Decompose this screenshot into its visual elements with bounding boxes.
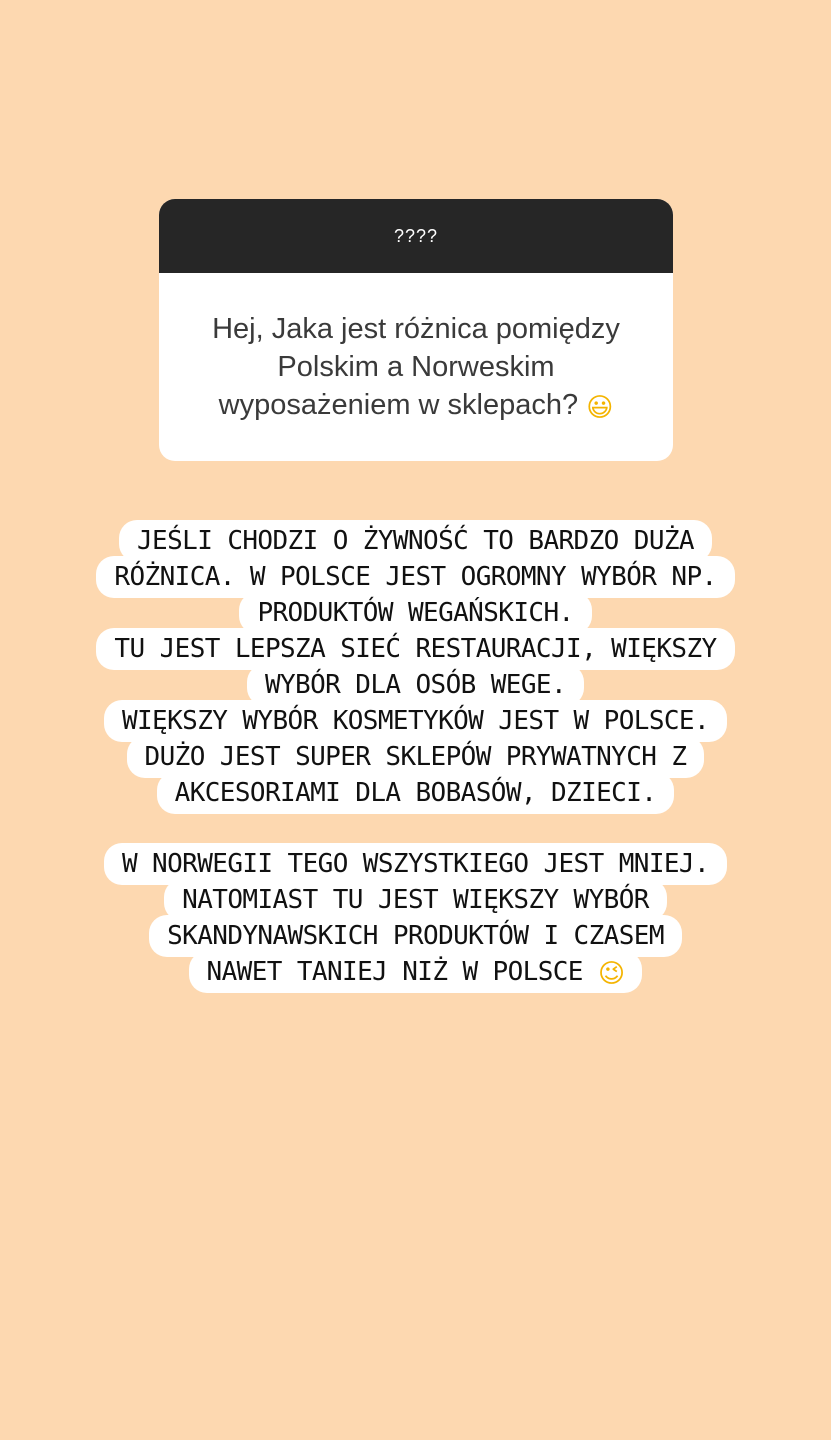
question-sticker-title: ???? [393,225,439,246]
question-line: Hej, Jaka jest różnica pomiędzy [212,313,620,345]
question-line-text: wyposażeniem w sklepach? [218,389,579,421]
answer-line [0,846,831,882]
answer-line [0,523,831,559]
answer-line [0,631,831,667]
answer-line-text: JEŚLI CHODZI O ŻYWNOŚĆ TO BARDZO DUŻA [119,520,712,562]
question-sticker-body [159,273,673,461]
smiley-emoji-icon: 😃 [586,393,614,423]
answer-line-text: WIĘKSZY WYBÓR KOSMETYKÓW JEST W POLSCE. [104,700,727,742]
answer-line [0,703,831,739]
answer-line [0,667,831,703]
answer-line-text: AKCESORIAMI DLA BOBASÓW, DZIECI. [157,772,675,814]
question-line: Polskim a Norweskim [277,351,555,383]
answer-line-text: WYBÓR DLA OSÓB WEGE. [247,664,584,706]
answer-line-text: NATOMIAST TU JEST WIĘKSZY WYBÓR [164,879,667,921]
answer-line-last [189,951,643,993]
answer-line-text: DUŻO JEST SUPER SKLEPÓW PRYWATNYCH Z [127,736,705,778]
answer-text-paragraph-2 [0,846,831,990]
wink-emoji-icon: 😉 [597,959,625,989]
answer-line [0,882,831,918]
answer-line [0,954,831,990]
answer-line [0,775,831,811]
answer-line [0,559,831,595]
answer-line [0,739,831,775]
answer-text-paragraph-1 [0,523,831,811]
answer-line [0,595,831,631]
answer-line-text: W NORWEGII TEGO WSZYSTKIEGO JEST MNIEJ. [104,843,727,885]
answer-line-text: RÓŻNICA. W POLSCE JEST OGROMNY WYBÓR NP. [96,556,734,598]
question-sticker[interactable] [159,199,673,461]
answer-line-text: PRODUKTÓW WEGAŃSKICH. [239,592,591,634]
question-line-last [212,386,620,424]
answer-line-text: NAWET TANIEJ NIŻ W POLSCE [206,957,583,987]
question-sticker-header [159,199,673,273]
answer-line-text: TU JEST LEPSZA SIEĆ RESTAURACJI, WIĘKSZY [96,628,734,670]
answer-line-text: SKANDYNAWSKICH PRODUKTÓW I CZASEM [149,915,682,957]
answer-line [0,918,831,954]
